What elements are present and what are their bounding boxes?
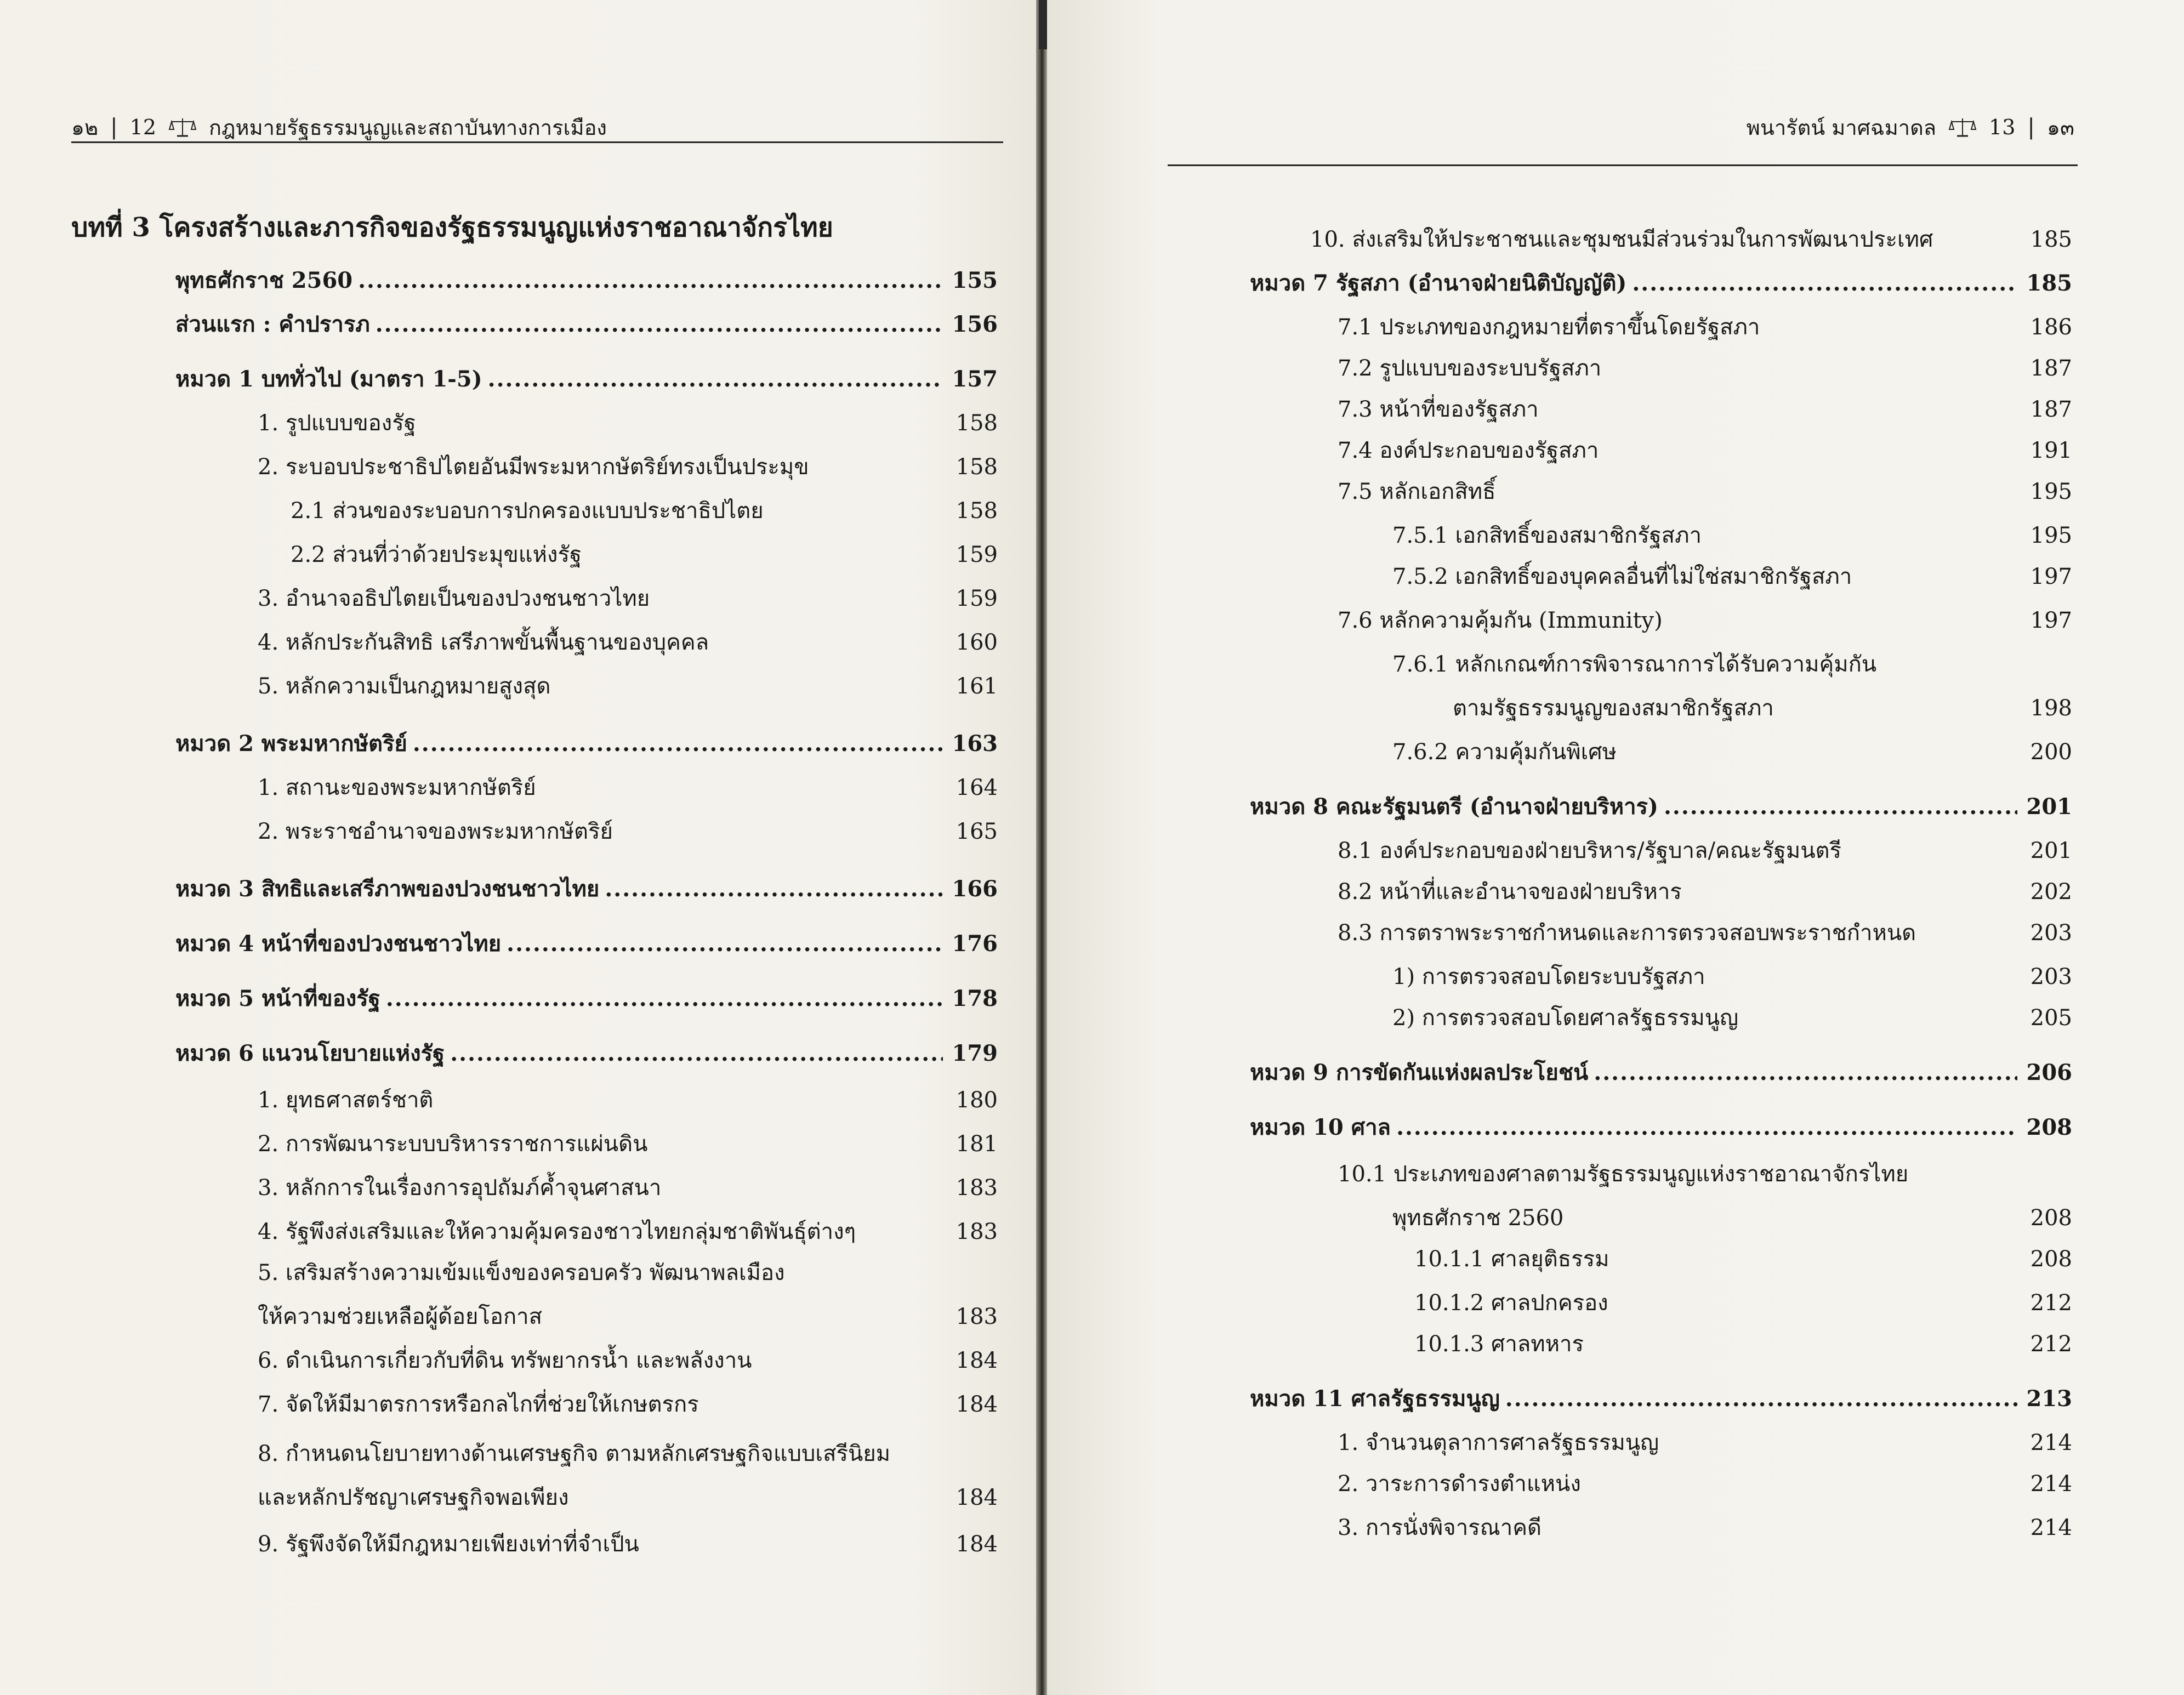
toc-entry [1250,217,2072,251]
toc-entry [1250,729,2072,763]
toc-entry-label: ให้ความช่วยเหลือผู้ด้อยโอกาส [258,1304,543,1329]
toc-entry-label: หมวด 2 พระมหากษัตริย์ [175,731,407,757]
toc-entry [1250,554,2072,588]
toc-page-number: 201 [2030,838,2072,863]
toc-page-number: 184 [956,1485,998,1510]
toc-entry-label: 7.4 องค์ประกอบของรัฐสภา [1338,438,1599,463]
toc-entry [71,356,998,390]
toc-entry [1250,641,2072,675]
toc-page-number: 155 [952,268,998,293]
toc-entry [71,765,998,799]
toc-page-number: 208 [2030,1205,2072,1231]
toc-entry [1250,1050,2072,1084]
toc-entry [1250,828,2072,862]
toc-entry [1250,954,2072,988]
toc-entry-label: 8. กำหนดนโยบายทางด้านเศรษฐกิจ ตามหลักเศรษฐกิจแบบเสรีนิยม [258,1441,891,1466]
toc-entry-label: 7. จัดให้มีมาตรการหรือกลไกที่ช่วยให้เกษตรกร [258,1392,699,1417]
toc-page-number: 166 [952,876,998,902]
toc-entry-label: 3. อำนาจอธิปไตยเป็นของปวงชนชาวไทย [258,586,650,611]
toc-entry-label: 10.1.1 ศาลยุติธรรม [1414,1247,1609,1272]
toc-entry-label: 9. รัฐพึงจัดให้มีกฎหมายเพียงเท่าที่จำเป็น [258,1532,639,1557]
toc-entry [71,1077,998,1111]
toc-entry-label: 10.1.2 ศาลปกครอง [1414,1290,1608,1316]
toc-dot-leader [488,368,943,390]
toc-entry-label: 2. ระบอบประชาธิปไตยอันมีพระมหากษัตริย์ทรงเป็นประมุข [258,454,809,480]
toc-page-number: 186 [2030,315,2072,340]
bleed-through-text [1168,137,1174,161]
toc-entry-label: หมวด 3 สิทธิและเสรีภาพของปวงชนชาวไทย [175,876,600,902]
toc-entry [71,1338,998,1372]
toc-entry-label: หมวด 8 คณะรัฐมนตรี (อำนาจฝ่ายบริหาร) [1250,794,1658,820]
left-header-rule [71,141,1003,143]
toc-page-number: 183 [956,1304,998,1329]
toc-page-number: 203 [2030,964,2072,989]
toc-page-number: 214 [2030,1515,2072,1540]
scales-of-justice-icon [168,116,197,138]
toc-page-number: 201 [2026,794,2072,820]
toc-entry-label: 10.1 ประเภทของศาลตามรัฐธรรมนูญแห่งราชอาณาจักรไทย [1338,1162,1909,1187]
toc-entry-label: หมวด 7 รัฐสภา (อำนาจฝ่ายนิติบัญญัติ) [1250,270,1627,296]
toc-page-number: 195 [2030,479,2072,504]
toc-page-number: 181 [956,1131,998,1157]
toc-entry [71,1294,998,1328]
toc-entry [71,1165,998,1199]
toc-page-number: 184 [956,1392,998,1417]
toc-entry [71,663,998,697]
scales-of-justice-icon [1948,116,1977,138]
toc-entry [1250,386,2072,420]
toc-entry [71,532,998,566]
toc-entry [71,1475,998,1509]
toc-page-number: 176 [952,931,998,957]
toc-page-number: 197 [2030,608,2072,633]
toc-page-number: 206 [2026,1060,2072,1085]
toc-entry-label: 2.2 ส่วนที่ว่าด้วยประมุขแห่งรัฐ [291,542,582,567]
toc-entry [71,444,998,478]
right-running-head [1747,110,2074,145]
toc-page-number: 158 [956,454,998,480]
toc-entry [1250,345,2072,379]
toc-entry [1250,784,2072,818]
toc-entry-label: 2) การตรวจสอบโดยศาลรัฐธรรมนูญ [1392,1005,1739,1031]
toc-dot-leader [1664,796,2017,818]
right-running-title: พนารัตน์ มาศฉมาดล [1746,115,1937,140]
toc-dot-leader [1594,1062,2017,1084]
toc-entry [1250,910,2072,944]
toc-entry-label: พุทธศักราช 2560 [175,268,353,293]
toc-page-number: 184 [956,1348,998,1373]
toc-page-number: 195 [2030,523,2072,548]
toc-entry-label: 2. วาระการดำรงตำแหน่ง [1338,1471,1581,1497]
toc-page-number: 185 [2026,270,2072,296]
toc-entry-label: 8.3 การตราพระราชกำหนดและการตรวจสอบพระราชกำหนด [1338,920,1916,946]
toc-entry [1250,685,2072,719]
toc-dot-leader [358,270,943,292]
toc-entry [1250,1321,2072,1355]
toc-entry [1250,1461,2072,1495]
toc-entry-label: 7.5.2 เอกสิทธิ์ของบุคคลอื่นที่ไม่ใช่สมาชิกรัฐสภา [1392,564,1852,589]
toc-entry-label: 4. รัฐพึงส่งเสริมและให้ความคุ้มครองชาวไทยกลุ่มชาติพันธุ์ต่างๆ [258,1219,856,1244]
toc-dot-leader [1396,1117,2017,1139]
toc-entry [1250,1376,2072,1410]
toc-entry-label: 1. จำนวนตุลาการศาลรัฐธรรมนูญ [1338,1430,1659,1455]
toc-page-number: 178 [952,986,998,1011]
toc-page-number: 197 [2030,564,2072,589]
toc-entry [71,619,998,653]
toc-entry [1250,304,2072,338]
toc-entry-label: 2.1 ส่วนของระบอบการปกครองแบบประชาธิปไตย [291,498,764,524]
toc-page-number: 202 [2030,879,2072,905]
toc-entry-label: 7.1 ประเภทของกฎหมายที่ตราขึ้นโดยรัฐสภา [1338,315,1760,340]
toc-entry [1250,598,2072,632]
toc-page-number: 212 [2030,1332,2072,1357]
toc-entry-label: 1. สถานะของพระมหากษัตริย์ [258,775,536,800]
book-spine [1036,0,1047,1695]
toc-entry-label: 2. พระราชอำนาจของพระมหากษัตริย์ [258,819,613,844]
toc-entry-label: หมวด 9 การขัดกันแห่งผลประโยชน์ [1250,1060,1589,1085]
toc-page-number: 187 [2030,397,2072,422]
toc-entry-label: 1) การตรวจสอบโดยระบบรัฐสภา [1392,964,1705,989]
toc-entry [1250,1505,2072,1539]
toc-page-number: 213 [2026,1386,2072,1412]
toc-entry [1250,1236,2072,1270]
toc-entry-label: 1. ยุทธศาสตร์ชาติ [258,1088,434,1113]
toc-entry [71,721,998,755]
toc-entry [71,1381,998,1415]
toc-entry-label: หมวด 11 ศาลรัฐธรรมนูญ [1250,1386,1500,1412]
toc-entry [71,302,998,335]
toc-entry-label: ส่วนแรก : คำปรารภ [175,311,370,337]
left-page-number: 12 [129,115,157,139]
toc-entry-label: 7.6.1 หลักเกณฑ์การพิจารณาการได้รับความคุ้มกัน [1392,652,1877,677]
toc-entry-label: 1. รูปแบบของรัฐ [258,411,416,436]
toc-entry [71,1121,998,1155]
toc-entry [71,1431,998,1465]
toc-entry-label: 10.1.3 ศาลทหาร [1414,1332,1584,1357]
toc-page-number: 208 [2026,1114,2072,1140]
toc-entry-label: พุทธศักราช 2560 [1392,1205,1564,1231]
toc-dot-leader [376,314,943,335]
right-page-number: 13 [1989,115,2016,139]
toc-entry [71,921,998,955]
toc-entry [71,1031,998,1065]
toc-page-number: 183 [956,1175,998,1201]
toc-dot-leader [1505,1388,2017,1410]
toc-entry-label: 8.2 หน้าที่และอำนาจของฝ่ายบริหาร [1338,879,1682,905]
toc-entry-label: 6. ดำเนินการเกี่ยวกับที่ดิน ทรัพยากรน้ำ และพลังงาน [258,1348,752,1373]
toc-entry-label: 5. เสริมสร้างความเข้มแข็งของครอบครัว พัฒนาพลเมือง [258,1260,785,1286]
toc-entry-label: หมวด 5 หน้าที่ของรัฐ [175,986,380,1011]
toc-entry-label: 3. การนั่งพิจารณาคดี [1338,1515,1542,1540]
toc-entry-label: 7.5 หลักเอกสิทธิ์ [1338,479,1496,504]
left-page-number-thai: ๑๒ [71,115,99,140]
toc-page-number: 159 [956,586,998,611]
toc-page-number: 157 [952,366,998,392]
toc-page-number: 164 [956,775,998,800]
toc-page-number: 179 [952,1040,998,1066]
toc-entry [1250,869,2072,903]
toc-entry [71,576,998,610]
toc-entry-label: 5. หลักความเป็นกฎหมายสูงสุด [258,674,551,699]
header-separator: | [110,115,118,140]
toc-entry [1250,995,2072,1029]
toc-page-number: 184 [956,1532,998,1557]
toc-entry [1250,1105,2072,1139]
toc-entry-label: 7.6.2 ความคุ้มกันพิเศษ [1392,740,1617,765]
toc-page-number: 183 [956,1219,998,1244]
toc-page-number: 185 [2030,227,2072,252]
toc-entry [71,488,998,522]
toc-page-number: 191 [2030,438,2072,463]
toc-page-number: 203 [2030,920,2072,946]
toc-page-number: 163 [952,731,998,757]
header-separator: | [2027,115,2035,140]
toc-page-number: 212 [2030,1290,2072,1316]
toc-entry-label: 7.6 หลักความคุ้มกัน (Immunity) [1338,608,1663,633]
toc-entry-label: หมวด 10 ศาล [1250,1114,1391,1140]
toc-page-number: 198 [2030,696,2072,721]
toc-entry-label: หมวด 4 หน้าที่ของปวงชนชาวไทย [175,931,502,957]
toc-entry-label: หมวด 6 แนวนโยบายแห่งรัฐ [175,1040,445,1066]
toc-dot-leader [450,1043,943,1065]
toc-entry [71,1250,998,1284]
toc-page-number: 180 [956,1088,998,1113]
toc-entry-label: 2. การพัฒนาระบบบริหารราชการแผ่นดิน [258,1131,648,1157]
toc-page-number: 158 [956,411,998,436]
toc-entry-label: บทที่ 3 โครงสร้างและภารกิจของรัฐธรรมนูญแห่งราชอาณาจักรไทย [71,212,833,243]
toc-page-number: 214 [2030,1430,2072,1455]
toc-entry [71,809,998,843]
toc-entry-label: ตามรัฐธรรมนูญของสมาชิกรัฐสภา [1453,696,1774,721]
toc-dot-leader [507,933,943,955]
toc-entry [71,976,998,1010]
toc-entry [71,400,998,434]
toc-page-number: 165 [956,819,998,844]
toc-page-number: 208 [2030,1247,2072,1272]
toc-page-number: 214 [2030,1471,2072,1497]
toc-entry [1250,260,2072,294]
toc-page-number: 200 [2030,740,2072,765]
toc-dot-leader [413,733,943,755]
right-page-number-thai: ๑๓ [2046,115,2074,140]
toc-page-number: 160 [956,630,998,655]
toc-dot-leader [386,988,943,1010]
toc-entry [1250,1420,2072,1454]
toc-entry-label: 4. หลักประกันสิทธิ เสรีภาพขั้นพื้นฐานของบุคคล [258,630,709,655]
toc-entry-label: 7.3 หน้าที่ของรัฐสภา [1338,397,1539,422]
toc-entry-label: 7.5.1 เอกสิทธิ์ของสมาชิกรัฐสภา [1392,523,1702,548]
right-page [1047,0,2184,1695]
toc-entry [1250,513,2072,547]
toc-entry [1250,428,2072,462]
toc-entry [1250,1151,2072,1185]
toc-page-number: 205 [2030,1005,2072,1031]
toc-entry [71,866,998,900]
toc-entry-label: 3. หลักการในเรื่องการอุปถัมภ์ค้ำจุนศาสนา [258,1175,662,1201]
toc-entry [71,258,998,292]
left-page [0,0,1036,1695]
toc-entry-label: 8.1 องค์ประกอบของฝ่ายบริหาร/รัฐบาล/คณะรัฐมนตรี [1338,838,1842,863]
right-header-rule [1168,164,2078,166]
left-running-head [71,110,607,145]
toc-entry [71,1209,998,1243]
toc-page-number: 156 [952,311,998,337]
left-running-title: กฎหมายรัฐธรรมนูญและสถาบันทางการเมือง [209,115,607,140]
toc-entry [1250,1195,2072,1229]
toc-entry [71,1521,998,1555]
toc-entry-label: และหลักปรัชญาเศรษฐกิจพอเพียง [258,1485,569,1510]
toc-entry [1250,1280,2072,1314]
toc-page-number: 158 [956,498,998,524]
toc-entry [1250,469,2072,503]
toc-page-number: 187 [2030,356,2072,381]
toc-entry-label: 10. ส่งเสริมให้ประชาชนและชุมชนมีส่วนร่วมในการพัฒนาประเทศ [1310,227,1933,252]
toc-entry [71,200,998,241]
toc-page-number: 161 [956,674,998,699]
toc-entry-label: 7.2 รูปแบบของระบบรัฐสภา [1338,356,1602,381]
toc-page-number: 159 [956,542,998,567]
toc-entry-label: หมวด 1 บททั่วไป (มาตรา 1-5) [175,366,482,392]
toc-dot-leader [1632,272,2017,294]
toc-dot-leader [605,878,943,900]
